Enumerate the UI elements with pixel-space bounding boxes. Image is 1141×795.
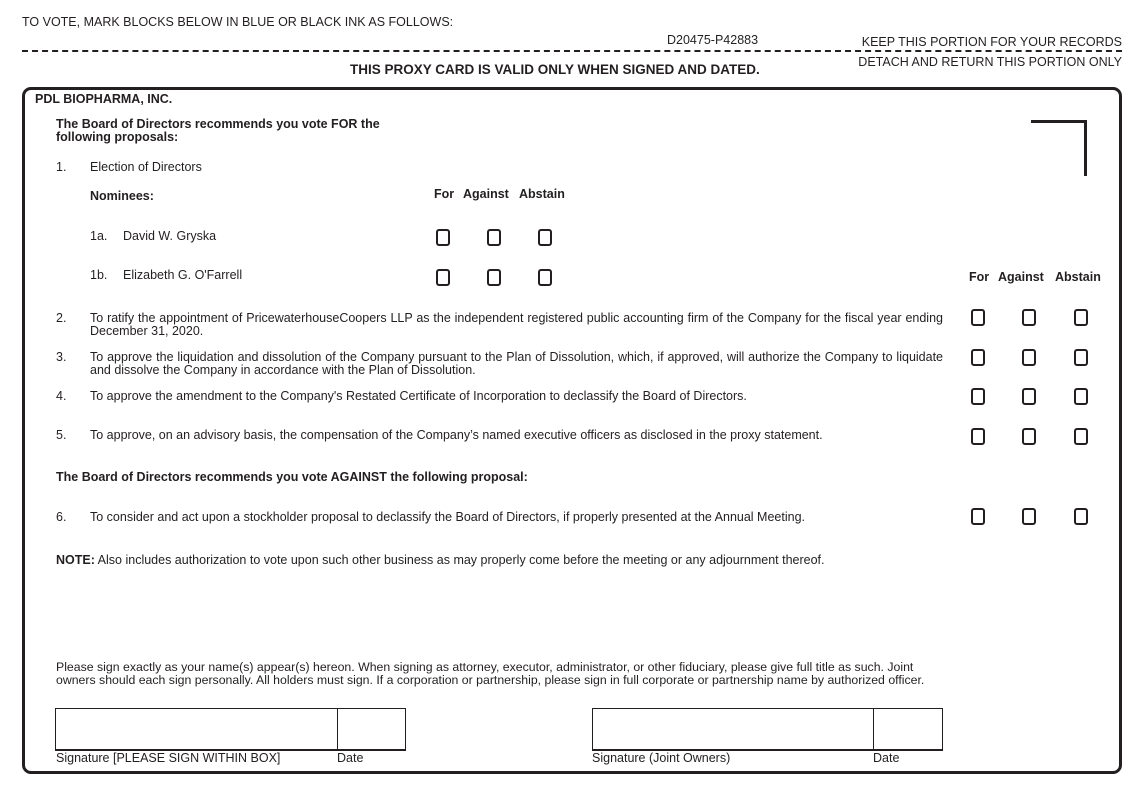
checkbox-5-against[interactable]: [1022, 428, 1036, 445]
checkbox-1b-abstain[interactable]: [538, 269, 552, 286]
recommend-for-heading: The Board of Directors recommends you vote FOR the: [56, 117, 380, 131]
date-label: Date: [337, 751, 364, 765]
column-against: Against: [998, 270, 1044, 284]
checkbox-3-for[interactable]: [971, 349, 985, 366]
document-code: D20475-P42883: [667, 33, 759, 47]
detach-portion-label: DETACH AND RETURN THIS PORTION ONLY: [858, 55, 1122, 69]
proposal-text: Election of Directors: [90, 160, 202, 174]
proposal-text: To approve the liquidation and dissolution of the Company pursuant to the Plan of Dissolution, which, if approved, will authorize the Company to liquidate and dissolve the Company in accordance with the Plan of Dissolution.: [90, 350, 943, 377]
proposal-number: 5.: [56, 428, 67, 442]
checkbox-1a-against[interactable]: [487, 229, 501, 246]
nominee-name: Elizabeth G. O'Farrell: [123, 268, 243, 282]
joint-signature-label: Signature (Joint Owners): [592, 751, 731, 765]
checkbox-5-abstain[interactable]: [1074, 428, 1088, 445]
checkbox-1b-against[interactable]: [487, 269, 501, 286]
signature-label: Signature [PLEASE SIGN WITHIN BOX]: [56, 751, 281, 765]
checkbox-1a-for[interactable]: [436, 229, 450, 246]
column-abstain: Abstain: [519, 187, 565, 201]
date-label: Date: [873, 751, 900, 765]
proposal-number: 4.: [56, 389, 67, 403]
checkbox-1b-for[interactable]: [436, 269, 450, 286]
nominee-number: 1a.: [90, 229, 108, 243]
company-name: PDL BIOPHARMA, INC.: [35, 92, 173, 106]
checkbox-2-against[interactable]: [1022, 309, 1036, 326]
proposal-text: To approve, on an advisory basis, the compensation of the Company’s named executive officers as disclosed in the proxy statement.: [90, 428, 823, 442]
column-for: For: [969, 270, 990, 284]
signature-date-divider: [873, 709, 874, 749]
checkbox-6-abstain[interactable]: [1074, 508, 1088, 525]
signature-date-divider: [337, 709, 338, 749]
checkbox-4-for[interactable]: [971, 388, 985, 405]
checkbox-4-abstain[interactable]: [1074, 388, 1088, 405]
corner-mark: [1031, 120, 1087, 123]
checkbox-2-for[interactable]: [971, 309, 985, 326]
proposal-text: To ratify the appointment of PricewaterhouseCoopers LLP as the independent registered public accounting firm of the Company for the fiscal year ending December 31, 2020.: [90, 311, 943, 338]
recommend-against-heading: The Board of Directors recommends you vote AGAINST the following proposal:: [56, 470, 528, 484]
note: [56, 553, 824, 567]
proposal-number: 1.: [56, 160, 67, 174]
nominee-number: 1b.: [90, 268, 108, 282]
checkbox-6-for[interactable]: [971, 508, 985, 525]
voting-instruction: TO VOTE, MARK BLOCKS BELOW IN BLUE OR BLACK INK AS FOLLOWS:: [22, 15, 454, 29]
signature-field[interactable]: [55, 708, 406, 751]
validity-notice: THIS PROXY CARD IS VALID ONLY WHEN SIGNED AND DATED.: [350, 62, 760, 77]
column-abstain: Abstain: [1055, 270, 1101, 284]
note-label: NOTE:: [56, 553, 95, 567]
column-for: For: [434, 187, 455, 201]
proposal-number: 6.: [56, 510, 67, 524]
detach-line: [22, 50, 1122, 52]
checkbox-1a-abstain[interactable]: [538, 229, 552, 246]
checkbox-5-for[interactable]: [971, 428, 985, 445]
corner-mark: [1084, 120, 1087, 176]
checkbox-3-against[interactable]: [1022, 349, 1036, 366]
proposal-text: To approve the amendment to the Company's Restated Certificate of Incorporation to declassify the Board of Directors.: [90, 389, 747, 403]
joint-signature-field[interactable]: [592, 708, 943, 751]
nominee-name: David W. Gryska: [123, 229, 217, 243]
proposal-text: To consider and act upon a stockholder proposal to declassify the Board of Directors, if properly presented at the Annual Meeting.: [90, 510, 805, 524]
checkbox-3-abstain[interactable]: [1074, 349, 1088, 366]
nominees-label: Nominees:: [90, 189, 154, 203]
note-text: Also includes authorization to vote upon such other business as may properly come before the meeting or any adjournment thereof.: [94, 553, 825, 567]
signing-instructions-2: owners should each sign personally. All holders must sign. If a corporation or partnership, please sign in full corporate or partnership name by authorized officer.: [56, 673, 925, 687]
checkbox-6-against[interactable]: [1022, 508, 1036, 525]
proposal-number: 3.: [56, 350, 67, 364]
signing-instructions: Please sign exactly as your name(s) appear(s) hereon. When signing as attorney, executor, administrator, or other fiduciary, please give full title as such. Joint: [56, 660, 914, 674]
proposal-number: 2.: [56, 311, 67, 325]
keep-portion-label: KEEP THIS PORTION FOR YOUR RECORDS: [861, 35, 1122, 49]
recommend-for-heading-2: following proposals:: [56, 130, 179, 144]
column-against: Against: [463, 187, 509, 201]
checkbox-2-abstain[interactable]: [1074, 309, 1088, 326]
checkbox-4-against[interactable]: [1022, 388, 1036, 405]
